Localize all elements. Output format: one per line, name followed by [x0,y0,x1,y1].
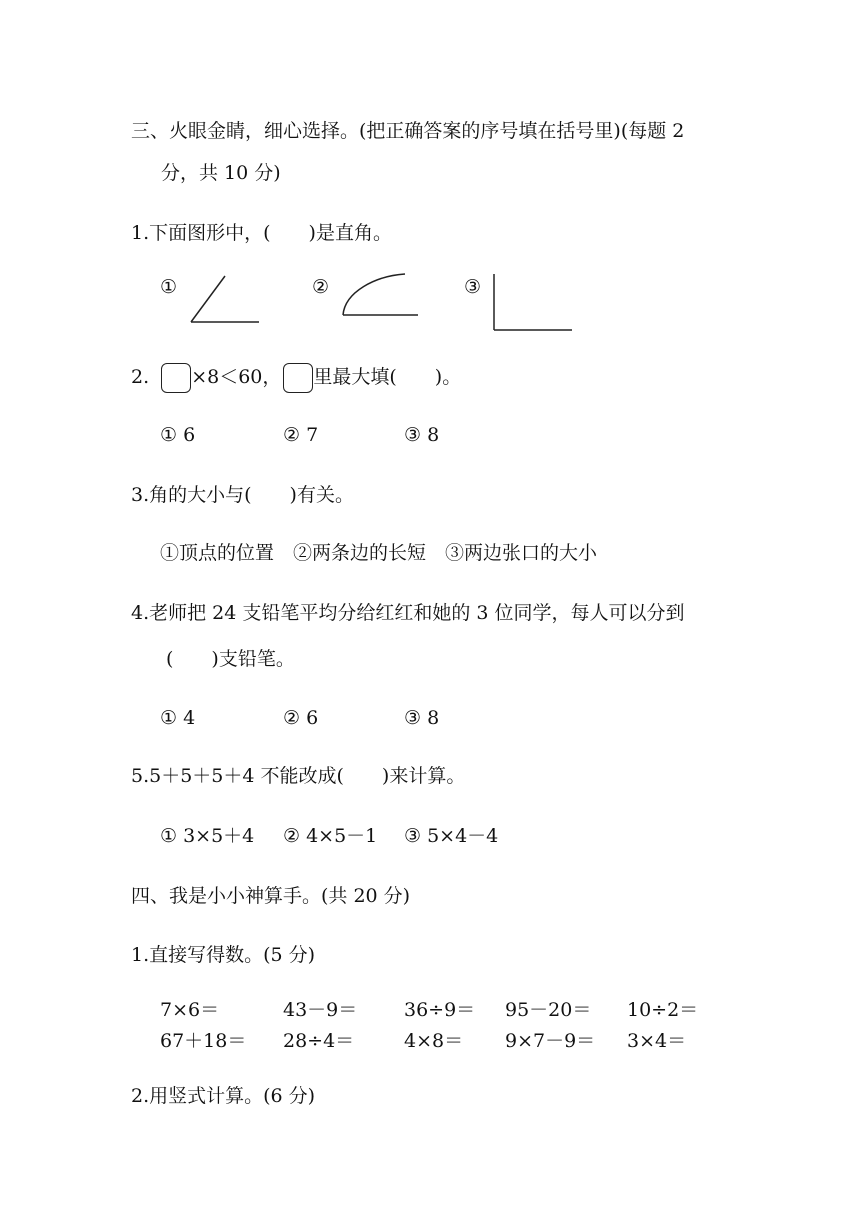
section4-subsection-2: 2.用竖式计算。(6 分) [131,1085,316,1107]
q2-blank-box-2[interactable] [283,363,313,393]
section4-title: 四、我是小小神算手。(共 20 分) [131,885,411,907]
calc-item: 3×4＝ [627,1030,687,1052]
q2-suffix: 里最大填( )。 [313,366,462,388]
q2-option-2: ② 7 [283,424,319,446]
calc-item: 36÷9＝ [404,999,476,1021]
q4-option-1: ① 4 [160,707,196,729]
question-2-stem [131,361,461,393]
calc-item: 67＋18＝ [160,1030,247,1052]
calc-item: 28÷4＝ [283,1030,355,1052]
question-4-stem-line1: 4.老师把 24 支铅笔平均分给红红和她的 3 位同学，每人可以分到 [131,602,685,624]
question-4-stem-line2: ( )支铅笔。 [166,648,295,670]
section3-title-line1: 三、火眼金睛，细心选择。(把正确答案的序号填在括号里)(每题 2 [131,120,685,142]
question-1-stem: 1.下面图形中，( )是直角。 [131,222,392,244]
q4-option-2: ② 6 [283,707,319,729]
q1-figure-marker-3: ③ [464,276,482,298]
calc-item: 43－9＝ [283,999,358,1021]
section3-title-line2: 分，共 10 分) [161,162,281,184]
q2-inequality: ×8＜60， [191,366,282,388]
section4-subsection-1: 1.直接写得数。(5 分) [131,944,316,966]
calc-item: 9×7－9＝ [505,1030,596,1052]
calc-item: 4×8＝ [404,1030,464,1052]
q2-option-1: ① 6 [160,424,196,446]
q5-option-3: ③ 5×4－4 [404,825,499,847]
question-3-stem: 3.角的大小与( )有关。 [131,484,354,506]
q2-number: 2. [131,366,150,388]
calc-item: 10÷2＝ [627,999,699,1021]
question-5-stem: 5.5＋5＋5＋4 不能改成( )来计算。 [131,765,466,787]
q1-figure-marker-1: ① [160,276,178,298]
q4-option-3: ③ 8 [404,707,440,729]
calc-item: 7×6＝ [160,999,220,1021]
acute-angle-figure [185,270,265,330]
q5-option-1: ① 3×5＋4 [160,825,255,847]
q5-option-2: ② 4×5－1 [283,825,378,847]
q3-options: ①顶点的位置 ②两条边的长短 ③两边张口的大小 [160,542,598,564]
q2-blank-box-1[interactable] [161,363,191,393]
q2-option-3: ③ 8 [404,424,440,446]
right-angle-figure [488,270,574,336]
calc-item: 95－20＝ [505,999,592,1021]
q1-figure-marker-2: ② [312,276,330,298]
curved-figure [335,270,425,322]
